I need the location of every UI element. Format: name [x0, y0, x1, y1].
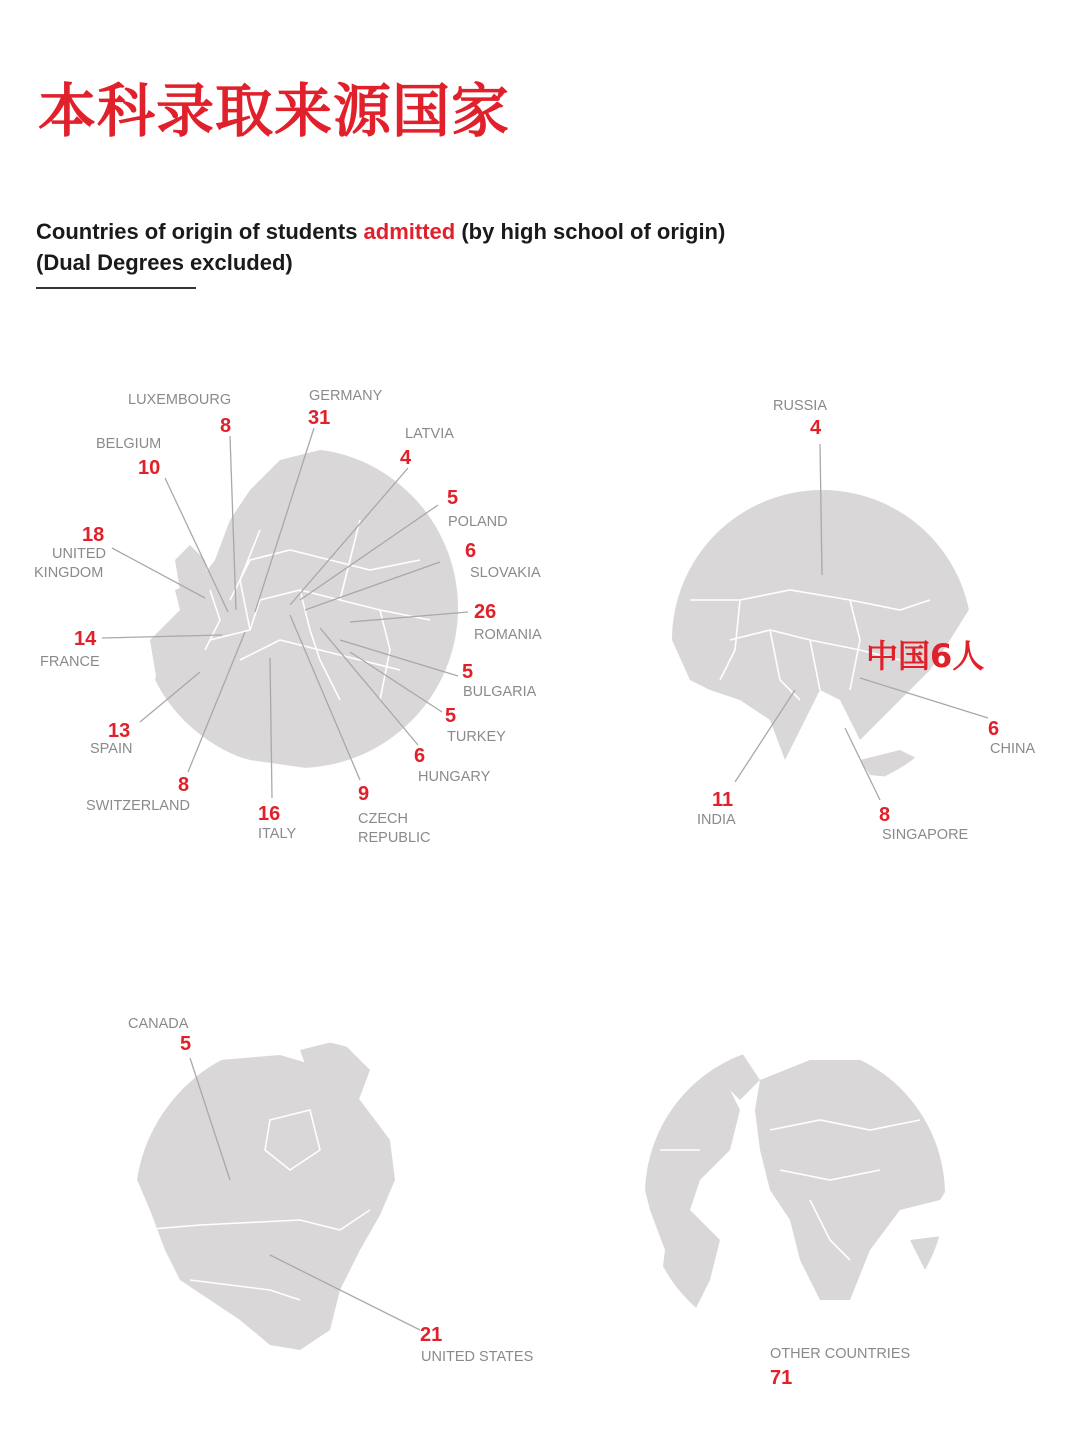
label-bulgaria-count: 5 — [462, 661, 474, 683]
label-luxembourg-name: LUXEMBOURG — [128, 392, 232, 408]
indonesia-landmass — [860, 750, 930, 780]
label-czech-name-2: REPUBLIC — [358, 830, 431, 846]
label-slovakia-count: 6 — [465, 540, 477, 562]
page-title: 本科录取来源国家 — [38, 77, 511, 145]
label-canada-count: 5 — [180, 1033, 192, 1055]
label-uk-name-1: UNITED — [52, 546, 106, 562]
label-canada-name: CANADA — [128, 1016, 189, 1032]
label-russia-count: 4 — [810, 417, 822, 439]
label-hungary-count: 6 — [414, 745, 426, 767]
label-latvia-name: LATVIA — [405, 426, 454, 442]
label-singapore-count: 8 — [879, 804, 891, 826]
label-germany-count: 31 — [308, 407, 331, 429]
iberia-landmass — [150, 650, 220, 725]
label-belgium-count: 10 — [138, 457, 161, 479]
label-hungary-name: HUNGARY — [418, 769, 491, 785]
label-luxembourg-count: 8 — [220, 415, 232, 437]
label-singapore-name: SINGAPORE — [882, 827, 969, 843]
label-switzerland-name: SWITZERLAND — [86, 798, 190, 814]
label-spain-name: SPAIN — [90, 741, 133, 757]
label-latvia-count: 4 — [400, 447, 412, 469]
label-czech-name-1: CZECH — [358, 811, 408, 827]
europe-globe — [34, 388, 542, 846]
asia-landmass — [672, 480, 985, 760]
label-turkey-count: 5 — [445, 705, 457, 727]
label-poland-count: 5 — [447, 487, 459, 509]
label-belgium-name: BELGIUM — [96, 436, 162, 452]
label-turkey-name: TURKEY — [447, 729, 506, 745]
label-india-name: INDIA — [697, 812, 736, 828]
world-australia-landmass — [910, 1235, 960, 1280]
label-usa-count: 21 — [420, 1324, 443, 1346]
label-czech-count: 9 — [358, 783, 370, 805]
label-other-name: OTHER COUNTRIES — [770, 1346, 911, 1362]
subtitle-line-2: (Dual Degrees excluded) — [36, 250, 293, 275]
label-uk-count: 18 — [82, 524, 105, 546]
label-china-name: CHINA — [990, 741, 1036, 757]
label-france-name: FRANCE — [40, 654, 100, 670]
label-india-count: 11 — [712, 789, 734, 811]
label-china-count: 6 — [988, 718, 1000, 740]
label-spain-count: 13 — [108, 720, 131, 742]
subtitle-highlight: admitted — [363, 219, 456, 244]
label-other-count: 71 — [770, 1367, 793, 1389]
label-germany-name: GERMANY — [309, 388, 383, 404]
label-italy-name: ITALY — [258, 826, 297, 842]
label-italy-count: 16 — [258, 803, 281, 825]
label-bulgaria-name: BULGARIA — [463, 684, 537, 700]
world-globe — [640, 1050, 965, 1389]
subtitle-text-1: Countries of origin of students — [36, 219, 364, 244]
label-slovakia-name: SLOVAKIA — [470, 565, 541, 581]
americas-globe — [128, 1016, 533, 1365]
label-usa-name: UNITED STATES — [421, 1349, 534, 1365]
label-romania-count: 26 — [474, 601, 497, 623]
world-americas-landmass — [640, 1060, 740, 1330]
subtitle-text-2: (by high school of origin) — [455, 219, 726, 244]
label-romania-name: ROMANIA — [474, 627, 542, 643]
china-note: 中国6人 — [866, 637, 985, 675]
label-france-count: 14 — [74, 628, 97, 650]
label-poland-name: POLAND — [448, 514, 508, 530]
label-switzerland-count: 8 — [178, 774, 190, 796]
asia-globe — [672, 398, 1035, 843]
label-uk-name-2: KINGDOM — [34, 565, 104, 581]
world-africa-eurasia-landmass — [755, 1060, 965, 1300]
label-russia-name: RUSSIA — [773, 398, 827, 414]
